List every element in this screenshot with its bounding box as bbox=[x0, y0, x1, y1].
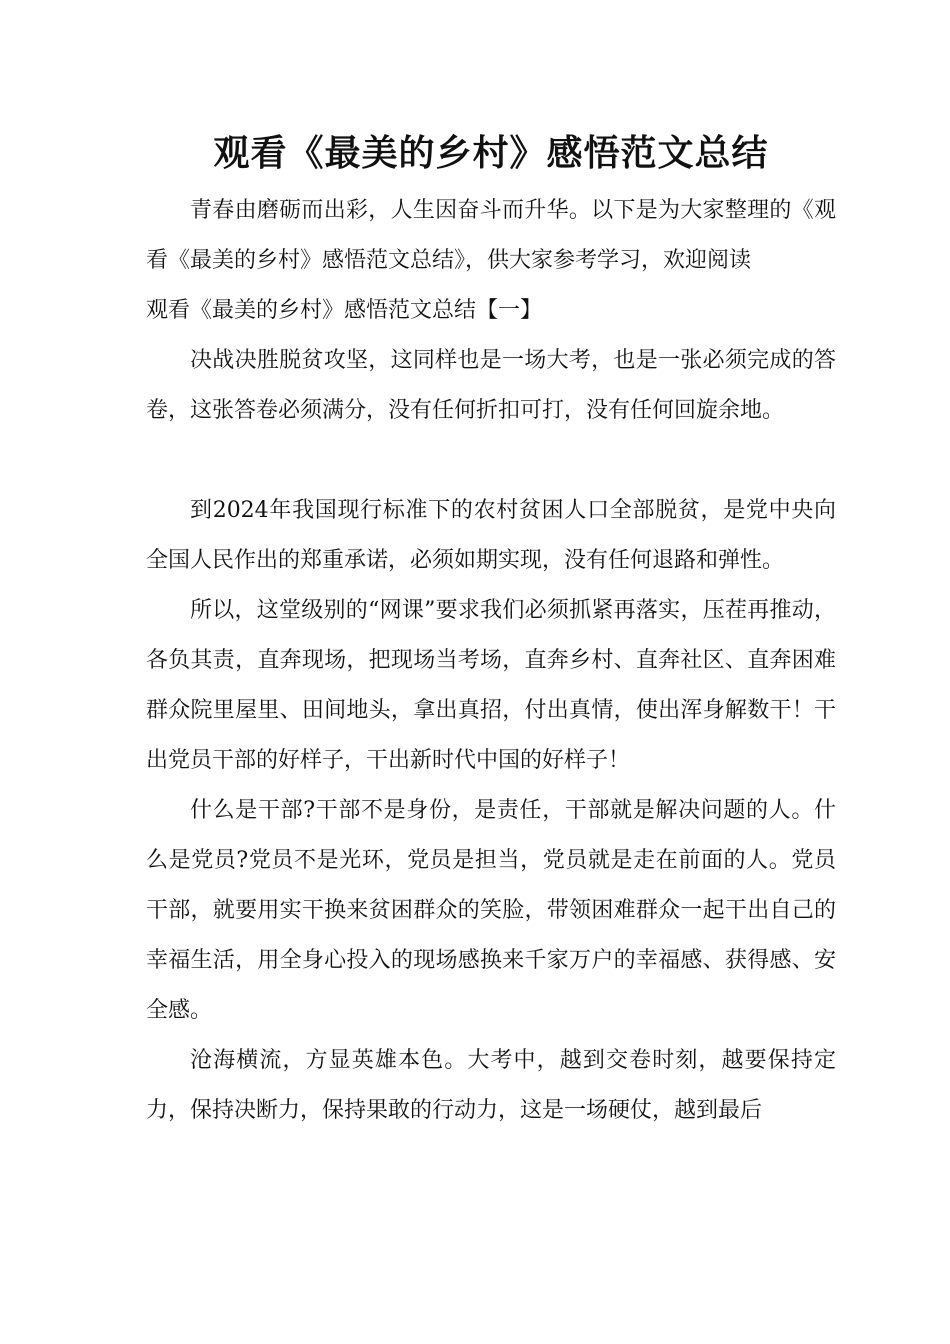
body-paragraph-2: 到2024年我国现行标准下的农村贫困人口全部脱贫，是党中央向全国人民作出的郑重承诺，必须如期实现，没有任何退路和弹性。 bbox=[146, 498, 836, 573]
body-paragraph-3: 所以，这堂级别的“网课”要求我们必须抓紧再落实，压茬再推动，各负其责，直奔现场，把现场当考场，直奔乡村、直奔社区、直奔困难群众院里屋里、田间地头，拿出真招，付出真情，使出浑身解数干！干出党员干部的好样子，干出新时代中国的好样子！ bbox=[146, 598, 836, 773]
body-paragraph-5: 沧海横流，方显英雄本色。大考中，越到交卷时刻，越要保持定力，保持决断力，保持果敢的行动力，这是一场硬仗，越到最后 bbox=[146, 1048, 836, 1123]
body-paragraph-1: 决战决胜脱贫攻坚，这同样也是一场大考，也是一张必须完成的答卷，这张答卷必须满分，没有任何折扣可打，没有任何回旋余地。 bbox=[146, 348, 836, 423]
document-body bbox=[146, 126, 836, 1136]
document-title: 观看《最美的乡村》感悟范文总结 bbox=[213, 133, 769, 174]
section-heading: 观看《最美的乡村》感悟范文总结【一】 bbox=[146, 298, 543, 323]
intro-paragraph: 青春由磨砺而出彩，人生因奋斗而升华。以下是为大家整理的《观看《最美的乡村》感悟范文总结》，供大家参考学习，欢迎阅读 bbox=[146, 198, 836, 273]
body-paragraph-4: 什么是干部?干部不是身份，是责任，干部就是解决问题的人。什么是党员?党员不是光环，党员是担当，党员就是走在前面的人。党员干部，就要用实干换来贫困群众的笑脸，带领困难群众一起干出自己的幸福生活，用全身心投入的现场感换来千家万户的幸福感、获得感、安全感。 bbox=[146, 798, 836, 1023]
paragraph-spacer bbox=[146, 436, 836, 486]
